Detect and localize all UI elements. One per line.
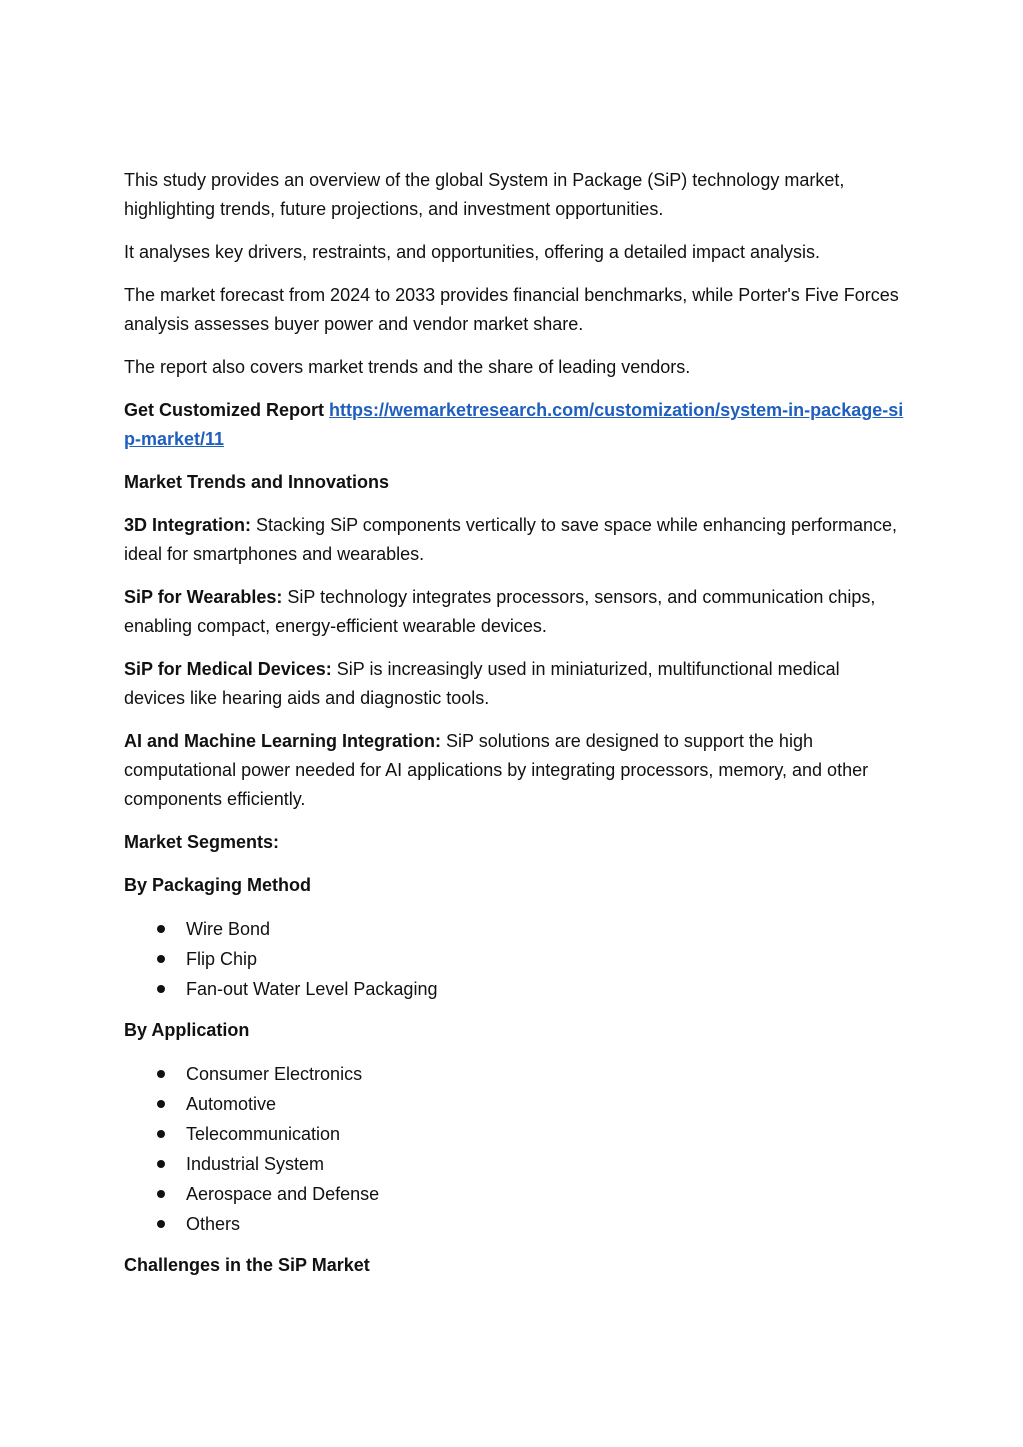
bullet-icon (157, 1130, 165, 1138)
segments-heading: Market Segments: (124, 832, 280, 852)
list-item (124, 1149, 904, 1179)
list-item (124, 914, 904, 944)
bullet-icon (157, 1100, 165, 1108)
list-item-label: Wire Bond (186, 919, 271, 939)
trend-text: SiP solutions are designed to support the high computational power needed for AI applications by integrating processors, memory, and other components efficiently. (124, 731, 869, 809)
trend-text: Stacking SiP components vertically to save space while enhancing performance, ideal for smartphones and wearables. (124, 515, 898, 564)
trends-heading: Market Trends and Innovations (124, 472, 390, 492)
application-heading: By Application (124, 1020, 250, 1040)
document-page (124, 166, 904, 1294)
challenges-heading: Challenges in the SiP Market (124, 1255, 370, 1275)
trend-item (124, 727, 904, 814)
drivers-paragraph: It analyses key drivers, restraints, and opportunities, offering a detailed impact analysis. (124, 242, 821, 262)
custom-report-label: Get Customized Report (124, 400, 325, 420)
bullet-icon (157, 1220, 165, 1228)
custom-report-link[interactable]: https://wemarketresearch.com/customization/system-in-package-sip-market/11 (124, 400, 904, 449)
list-item-label: Others (186, 1214, 241, 1234)
list-item-label: Fan-out Water Level Packaging (186, 979, 438, 999)
bullet-icon (157, 955, 165, 963)
list-item (124, 1179, 904, 1209)
bullet-icon (157, 1160, 165, 1168)
list-item-label: Flip Chip (186, 949, 258, 969)
trend-title: 3D Integration: (124, 515, 252, 535)
list-item (124, 1089, 904, 1119)
list-item (124, 1119, 904, 1149)
forecast-paragraph: The market forecast from 2024 to 2033 provides financial benchmarks, while Porter's Five Forces analysis assesses buyer power and vendor market share. (124, 285, 899, 334)
list-item (124, 1209, 904, 1239)
list-item-label: Telecommunication (186, 1124, 341, 1144)
bullet-icon (157, 985, 165, 993)
list-item (124, 974, 904, 1004)
list-item (124, 1059, 904, 1089)
custom-report-line (124, 396, 904, 454)
trend-item (124, 511, 904, 569)
bullet-icon (157, 1070, 165, 1078)
trend-item (124, 583, 904, 641)
bullet-icon (157, 925, 165, 933)
bullet-icon (157, 1190, 165, 1198)
trend-text: SiP technology integrates processors, sensors, and communication chips, enabling compact, energy-efficient wearable devices. (124, 587, 876, 636)
vendors-paragraph: The report also covers market trends and the share of leading vendors. (124, 357, 691, 377)
trend-item (124, 655, 904, 713)
trend-title: SiP for Wearables: (124, 587, 283, 607)
list-item-label: Aerospace and Defense (186, 1184, 380, 1204)
trend-text: SiP is increasingly used in miniaturized, multifunctional medical devices like hearing aids and diagnostic tools. (124, 659, 840, 708)
trend-title: SiP for Medical Devices: (124, 659, 332, 679)
trend-title: AI and Machine Learning Integration: (124, 731, 442, 751)
list-item-label: Industrial System (186, 1154, 325, 1174)
intro-paragraph: This study provides an overview of the global System in Package (SiP) technology market, highlighting trends, future projections, and investment opportunities. (124, 170, 845, 219)
list-item-label: Consumer Electronics (186, 1064, 363, 1084)
list-item-label: Automotive (186, 1094, 277, 1114)
application-list (124, 1059, 904, 1239)
packaging-heading: By Packaging Method (124, 875, 312, 895)
packaging-list (124, 914, 904, 1004)
list-item (124, 944, 904, 974)
